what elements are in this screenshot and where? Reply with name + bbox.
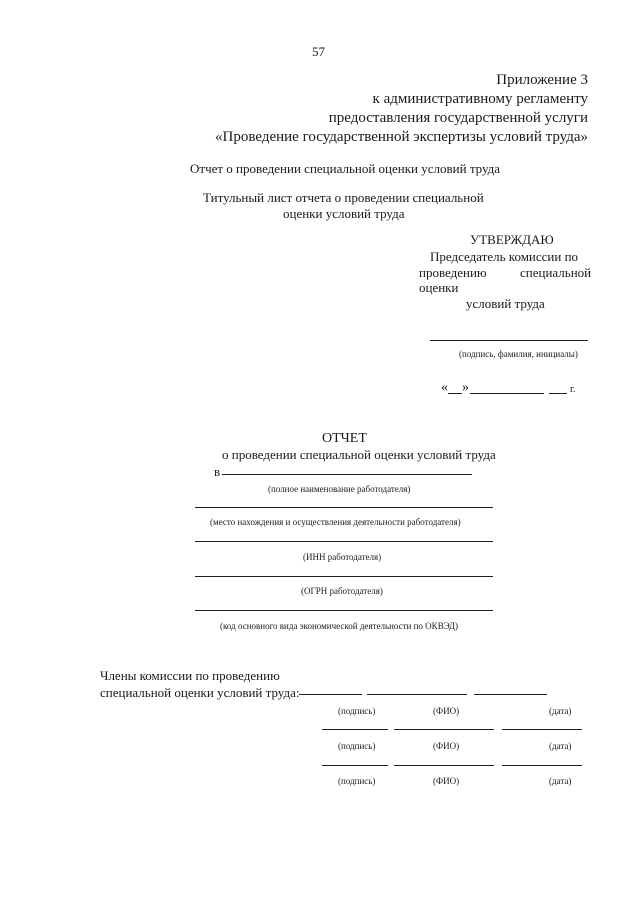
commission-signature-line[interactable] [322, 765, 388, 766]
inn-line[interactable] [195, 541, 493, 542]
page-number: 57 [312, 44, 325, 59]
in-prefix: в [214, 464, 221, 479]
appendix-line-4: «Проведение государственной экспертизы условий труда» [215, 129, 588, 145]
appendix-title: Приложение 3 [496, 72, 588, 88]
chair-line-4: условий труда [466, 296, 545, 311]
chair-line-1: Председатель комиссии по [430, 249, 579, 264]
approve-label: УТВЕРЖДАЮ [470, 232, 554, 247]
commission-name-line[interactable] [367, 694, 467, 695]
commission-date-line[interactable] [502, 765, 582, 766]
commission-name-caption: (ФИО) [433, 706, 460, 716]
inn-caption: (ИНН работодателя) [303, 552, 382, 562]
employer-name-line[interactable] [222, 474, 472, 475]
commission-name-caption: (ФИО) [433, 776, 460, 786]
chair-line-3: оценки [419, 280, 459, 295]
commission-signature-line[interactable] [299, 694, 362, 695]
commission-signature-caption: (подпись) [338, 706, 376, 716]
title-page-line-1: Титульный лист отчета о проведении специальной [203, 190, 484, 205]
signature-caption: (подпись, фамилия, инициалы) [459, 349, 578, 359]
date-close-quote: » [462, 380, 469, 395]
ogrn-line[interactable] [195, 576, 493, 577]
commission-date-line[interactable] [474, 694, 547, 695]
commission-date-caption: (дата) [549, 776, 572, 786]
employer-name-caption: (полное наименование работодателя) [268, 484, 411, 494]
report-subtitle: о проведении специальной оценки условий труда [222, 447, 496, 462]
chair-line-2b: специальной [520, 265, 592, 280]
date-day-line[interactable] [448, 393, 462, 394]
date-month-line[interactable] [470, 393, 544, 394]
signature-line[interactable] [430, 340, 588, 341]
date-year-line[interactable] [549, 393, 567, 394]
title-page-line-2: оценки условий труда [283, 206, 405, 221]
commission-date-line[interactable] [502, 729, 582, 730]
commission-name-line[interactable] [394, 729, 494, 730]
commission-signature-line[interactable] [322, 729, 388, 730]
commission-signature-caption: (подпись) [338, 776, 376, 786]
ogrn-caption: (ОГРН работодателя) [301, 586, 383, 596]
okved-line[interactable] [195, 610, 493, 611]
commission-label-line-2: специальной оценки условий труда: [100, 685, 300, 700]
report-heading: Отчет о проведении специальной оценки условий труда [190, 161, 501, 176]
okved-caption: (код основного вида экономической деятельности по ОКВЭД) [220, 621, 459, 631]
commission-name-caption: (ФИО) [433, 741, 460, 751]
location-caption: (место нахождения и осуществления деятельности работодателя) [210, 517, 461, 527]
commission-label-line-1: Члены комиссии по проведению [100, 668, 280, 683]
date-year-suffix: г. [570, 384, 576, 395]
report-title: ОТЧЕТ [322, 431, 367, 446]
chair-line-2a: проведению [419, 265, 487, 280]
location-line[interactable] [195, 507, 493, 508]
appendix-line-3: предоставления государственной услуги [328, 110, 588, 126]
commission-name-line[interactable] [394, 765, 494, 766]
commission-signature-caption: (подпись) [338, 741, 376, 751]
appendix-line-2: к административному регламенту [372, 91, 588, 107]
commission-date-caption: (дата) [549, 741, 572, 751]
commission-date-caption: (дата) [549, 706, 572, 716]
date-open-quote: « [441, 380, 448, 395]
